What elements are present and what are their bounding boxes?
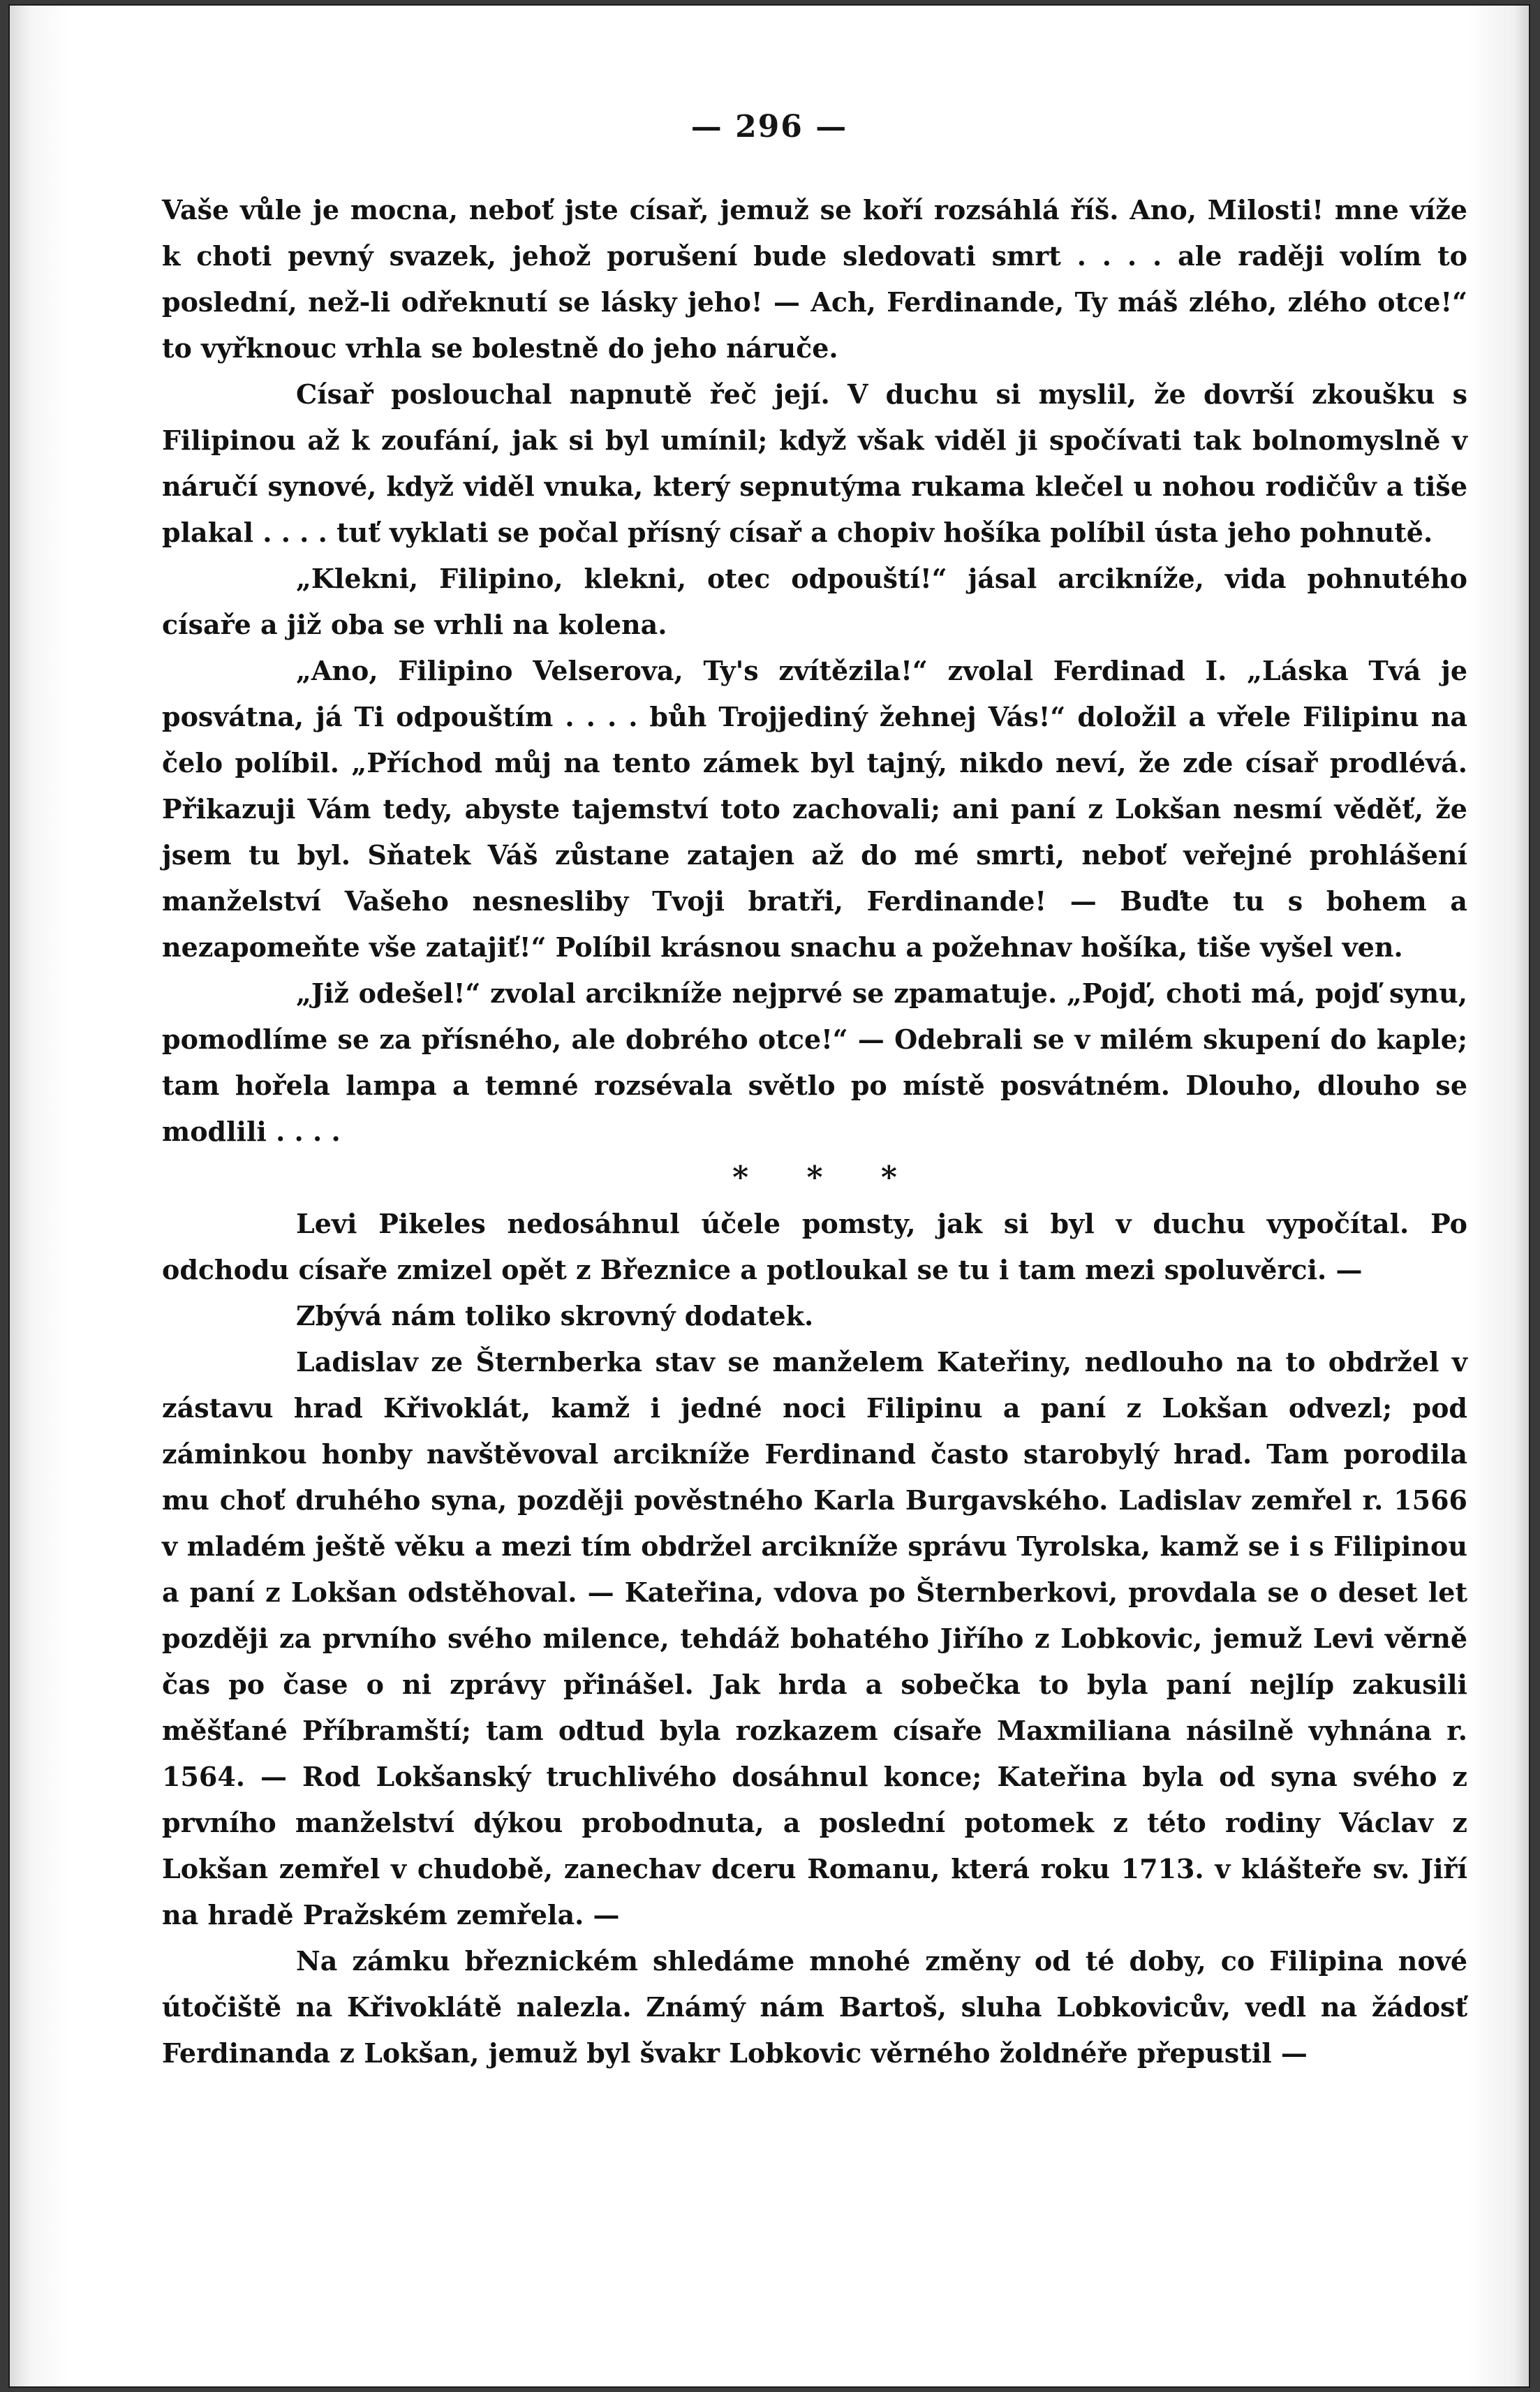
paragraph: Levi Pikeles nedosáhnul účele pomsty, jak si byl v duchu vypočítal. Po odchodu císaře zmizel opět z Březnice a potloukal se tu i tam mezi spoluvěrci. — [162,1208,1467,1285]
paragraph: Na zámku březnickém shledáme mnohé změny od té doby, co Filipina nové útočiště na Křivoklátě nalezla. Známý nám Bartoš, sluha Lobkovicův, vedl na žádosť Ferdinanda z Lokšan, jemuž byl švakr Lobkovic věrného žoldnéře přepustil — [162,1945,1467,2069]
book-page [8,4,1530,2388]
paragraph: „Klekni, Filipino, klekni, otec odpouští!“ jásal arcikníže, vida pohnutého císaře a již oba se vrhli na kolena. [162,563,1467,640]
paragraph: Vaše vůle je mocna, neboť jste císař, jemuž se koří rozsáhlá říš. Ano, Milosti! mne víže k choti pevný svazek, jehož porušení bude sledovati smrt . . . . ale raději volím to poslední, než-li odřeknutí se lásky jeho! — Ach, Ferdinande, Ty máš zlého, zlého otce!“ to vyřknouc vrhla se bolestně do jeho náruče. [162,194,1467,364]
paragraph: „Již odešel!“ zvolal arcikníže nejprvé se zpamatuje. „Pojď, choti má, pojď synu, pomodlíme se za přísného, ale dobrého otce!“ — Odebrali se v milém skupení do kaple; tam hořela lampa a temné rozsévala světlo po místě posvátném. Dlouho, dlouho se modlili . . . . [162,977,1467,1147]
page-number: — 296 — [690,109,848,145]
paragraph: „Ano, Filipino Velserova, Ty's zvítězila!“ zvolal Ferdinad I. „Láska Tvá je posvátna, já Ti odpouštím . . . . bůh Trojjediný žehnej Vás!“ doložil a vřele Filipinu na čelo políbil. „Příchod můj na tento zámek byl tajný, nikdo neví, že zde císař prodlévá. Přikazuji Vám tedy, abyste tajemství toto zachovali; ani paní z Lokšan nesmí věděť, že jsem tu byl. Sňatek Váš zůstane zatajen až do mé smrti, neboť veřejné prohlášení manželství Vašeho nesnesliby Tvoji bratři, Ferdinande! — Buďte tu s bohem a nezapomeňte vše zatajiť!“ Políbil krásnou snachu a požehnav hošíka, tiše vyšel ven. [162,655,1467,963]
section-break: * * * [732,1160,921,1195]
body-text [162,187,1467,2076]
paragraph: Zbývá nám toliko skrovný dodatek. [296,1300,814,1331]
paragraph: Císař poslouchal napnutě řeč její. V duchu si myslil, že dovrší zkoušku s Filipinou až k zoufání, jak si byl umínil; když však viděl ji spočívati tak bolnomyslně v náručí synové, když viděl vnuka, který sepnutýma rukama klečel u nohou rodičův a tiše plakal . . . . tuť vyklati se počal přísný císař a chopiv hošíka políbil ústa jeho pohnutě. [162,378,1467,548]
paragraph: Ladislav ze Šternberka stav se manželem Kateřiny, nedlouho na to obdržel v zástavu hrad Křivoklát, kamž i jedné noci Filipinu a paní z Lokšan odvezl; pod záminkou honby navštěvoval arcikníže Ferdinand často starobylý hrad. Tam porodila mu choť druhého syna, později pověstného Karla Burgavského. Ladislav zemřel r. 1566 v mladém ještě věku a mezi tím obdržel arcikníže správu Tyrolska, kamž se i s Filipinou a paní z Lokšan odstěhoval. — Kateřina, vdova po Šternberkovi, provdala se o deset let později za prvního svého milence, tehdáž bohatého Jiřího z Lobkovic, jemuž Levi věrně čas po čase o ni zprávy přinášel. Jak hrda a sobečka to byla paní nejlíp zakusili měšťané Příbramští; tam odtud byla rozkazem císaře Maxmiliana násilně vyhnána r. 1564. — Rod Lokšanský truchlivého dosáhnul konce; Kateřina byla od syna svého z prvního manželství dýkou probodnuta, a poslední potomek z této rodiny Václav z Lokšan zemřel v chudobě, zanechav dceru Romanu, která roku 1713. v klášteře sv. Jiří na hradě Pražském zemřela. — [162,1346,1467,1930]
